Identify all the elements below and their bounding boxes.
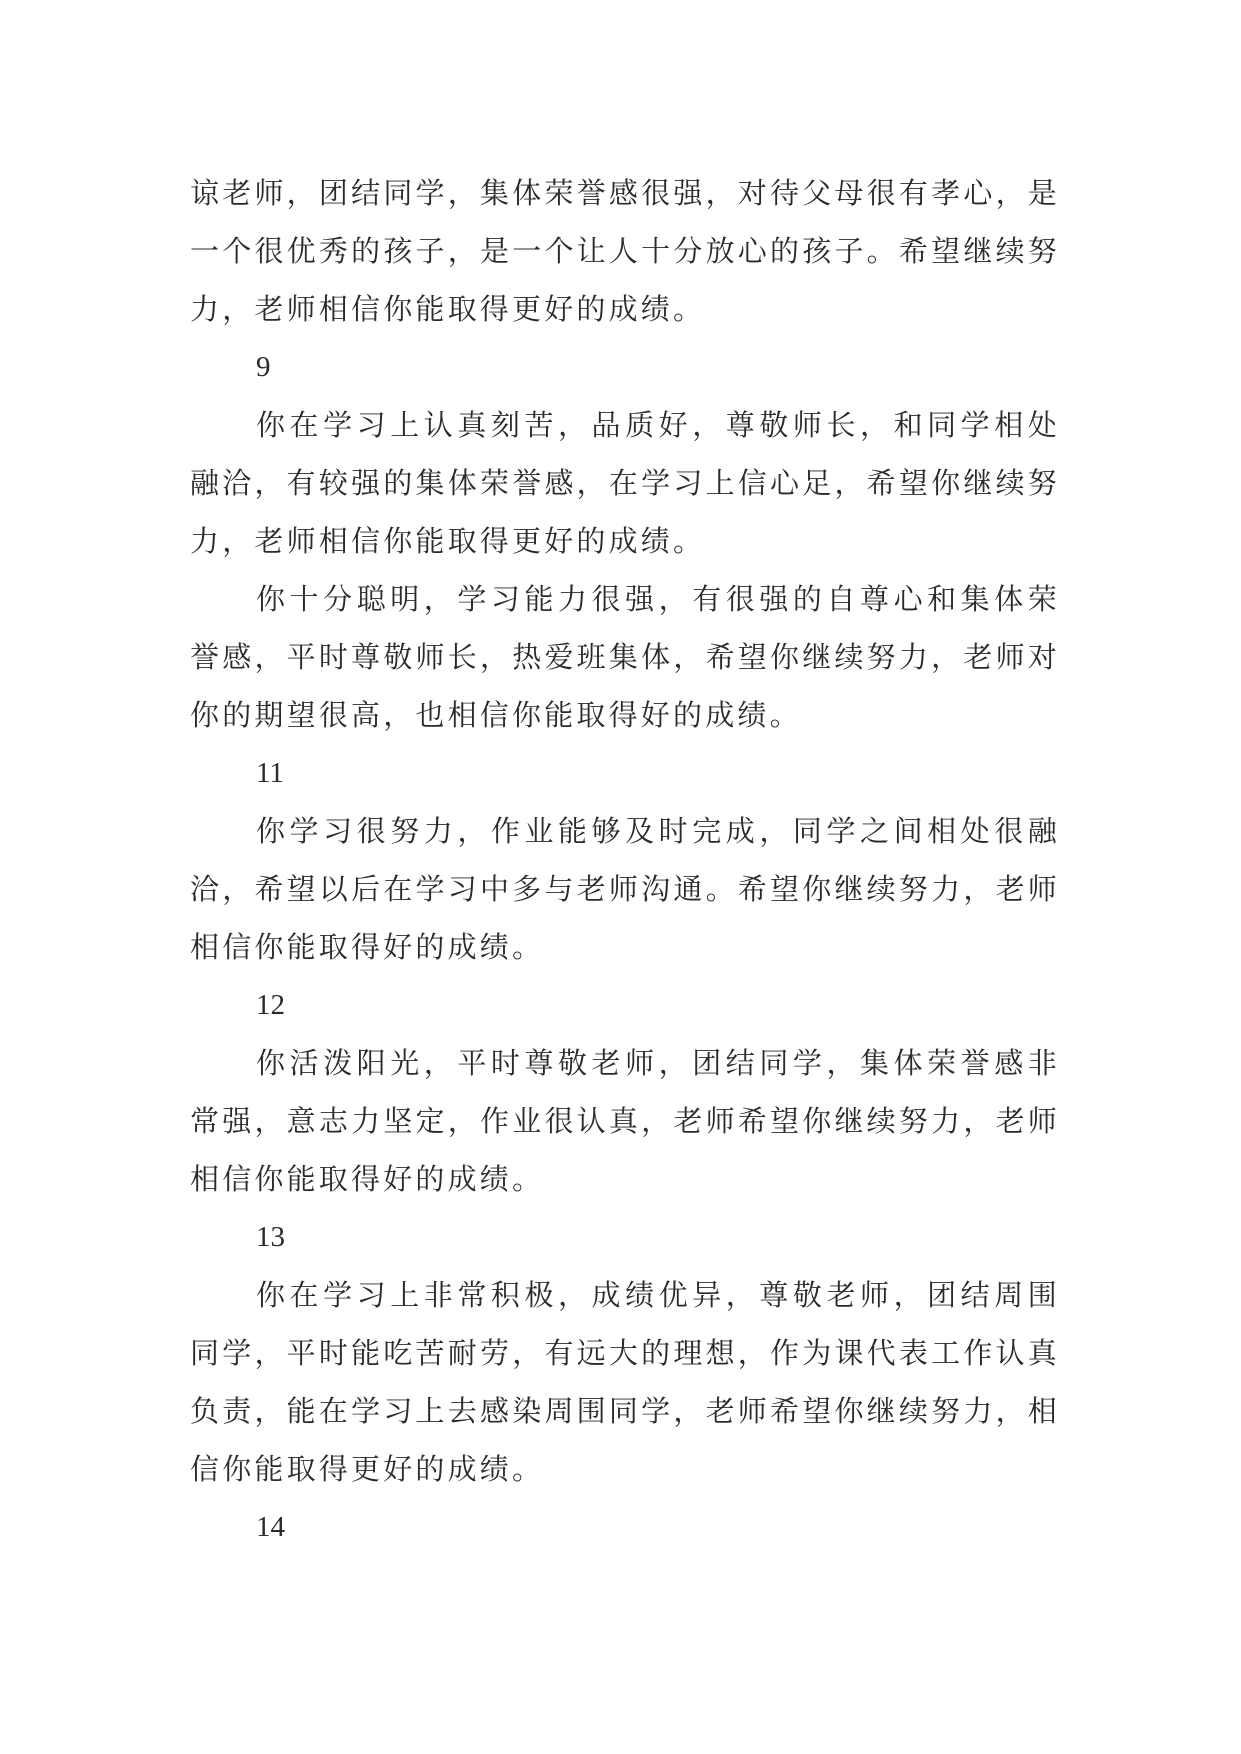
paragraph-13: 你在学习上非常积极，成绩优异，尊敬老师，团结周围同学，平时能吃苦耐劳，有远大的理想，作为课代表工作认真负责，能在学习上去感染周围同学，老师希望你继续努力，相信你能取得更好的成绩。 [190, 1278, 1060, 1486]
paragraph-11: 你学习很努力，作业能够及时完成，同学之间相处很融洽，希望以后在学习中多与老师沟通。希望你继续努力，老师相信你能取得好的成绩。 [190, 814, 1060, 964]
item-number-13: 13 [256, 1221, 285, 1253]
item-number-9: 9 [256, 351, 271, 383]
paragraph-10: 你十分聪明，学习能力很强，有很强的自尊心和集体荣誉感，平时尊敬师长，热爱班集体，希望你继续努力，老师对你的期望很高，也相信你能取得好的成绩。 [190, 582, 1060, 732]
document-body [190, 164, 1060, 1556]
item-number-14: 14 [256, 1511, 285, 1543]
item-number-12: 12 [256, 989, 285, 1021]
paragraph-12: 你活泼阳光，平时尊敬老师，团结同学，集体荣誉感非常强，意志力坚定，作业很认真，老师希望你继续努力，老师相信你能取得好的成绩。 [190, 1046, 1060, 1196]
paragraph-9: 你在学习上认真刻苦，品质好，尊敬师长，和同学相处融洽，有较强的集体荣誉感，在学习上信心足，希望你继续努力，老师相信你能取得更好的成绩。 [190, 408, 1060, 558]
item-number-11: 11 [256, 757, 284, 789]
paragraph-continued: 谅老师，团结同学，集体荣誉感很强，对待父母很有孝心，是一个很优秀的孩子，是一个让人十分放心的孩子。希望继续努力，老师相信你能取得更好的成绩。 [190, 176, 1060, 326]
